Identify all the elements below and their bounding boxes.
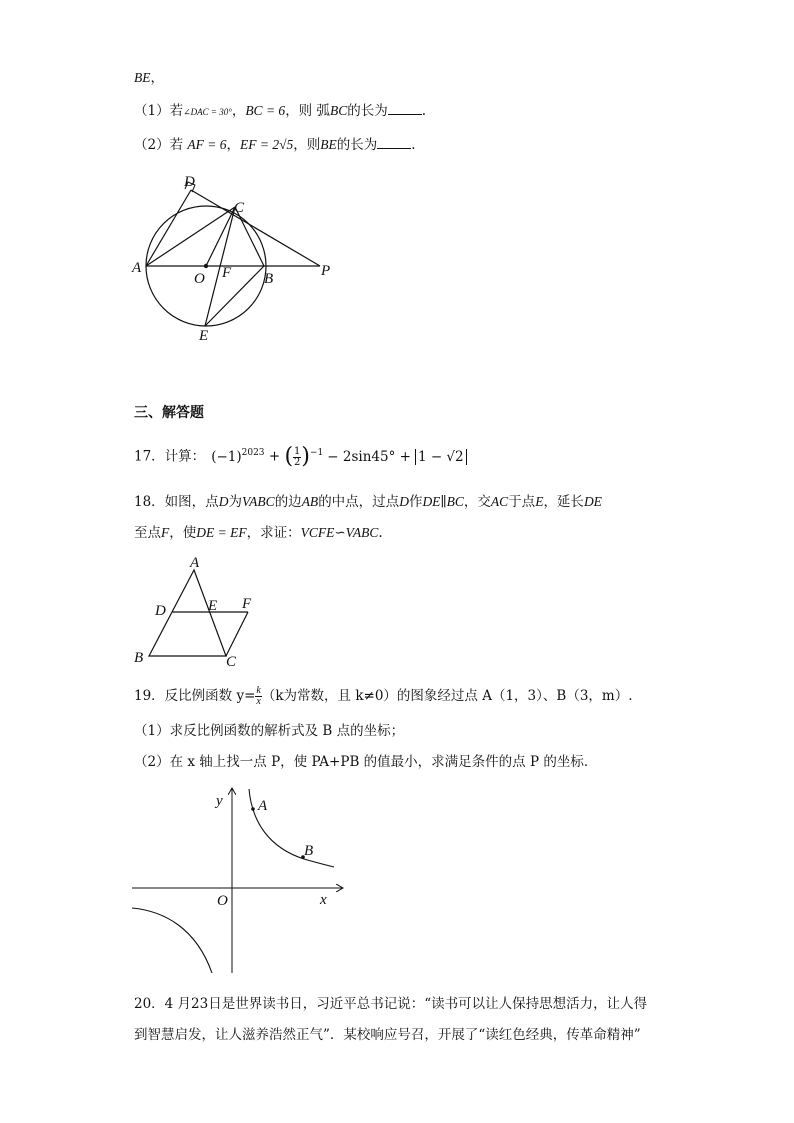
label-A: A	[258, 798, 268, 814]
label-C: C	[234, 200, 245, 216]
line-AC	[146, 207, 235, 266]
problem17: 17．计算： $(-1)^{2023}$ + ( $\frac{1}{2}$ )$^{-1}$ − 2sin45° + 1 − √2	[134, 444, 467, 470]
answer-blank	[388, 102, 422, 115]
label-B: B	[304, 843, 314, 859]
center-dot	[204, 264, 208, 268]
label-A: A	[190, 555, 200, 571]
answer-blank	[377, 136, 411, 149]
label-B: B	[134, 650, 144, 666]
label-y: y	[216, 793, 223, 809]
problem19-part1: （1）求反比例函数的解析式及 B 点的坐标；	[134, 723, 405, 739]
label-P: P	[321, 263, 331, 279]
line-BE	[205, 266, 264, 326]
label-F: F	[242, 596, 252, 612]
tangent-DP	[191, 190, 320, 266]
problem16-continuation: BE，	[134, 70, 164, 86]
problem16-part2: （2）若 AF = 6，EF = 2√5，则BE的长为 .	[134, 137, 416, 153]
problem18-line2: 至点F，使DE = EF，求证：VCFE∽VABC.	[134, 525, 383, 541]
label-D: D	[184, 174, 195, 190]
fraction-k-over-x: $\frac{k}{x}$	[256, 685, 261, 707]
label-A: A	[132, 260, 142, 276]
problem19-part2: （2）在 x 轴上找一点 P，使 PA+PB 的值最小，求满足条件的点 P 的坐标．	[134, 754, 598, 770]
fraction-half: $\frac{1}{2}$	[294, 445, 301, 468]
line-FC	[226, 612, 248, 656]
label-C: C	[226, 654, 237, 670]
hyperbola-graph	[128, 783, 348, 978]
label-D: D	[155, 603, 166, 619]
label-B: B	[264, 271, 274, 287]
problem16-part1: （1）若∠DAC = 30°，BC = 6，则 弧BC的长为 .	[134, 103, 427, 119]
problem19-line1: 19．反比例函数 y= $\frac{k}{x}$ （k为常数，且 k≠0）的图象经过点 A（1，3）、B（3，m）.	[134, 685, 633, 707]
problem18-line1: 18．如图，点D为VABC的边AB的中点，过点D作DE∥BC，交AC于点E，延长DE	[134, 494, 602, 510]
triangle-figure	[128, 552, 268, 670]
point-A	[251, 807, 255, 811]
label-E: E	[199, 328, 209, 344]
label-O: O	[217, 893, 228, 909]
problem20-line2: 到智慧启发，让人滋养浩然正气”．某校响应号召，开展了“读红色经典，传革命精神”	[134, 1027, 641, 1043]
label-x: x	[320, 892, 327, 908]
hyperbola-branch-q3	[132, 908, 212, 973]
line-OC	[206, 207, 235, 266]
absolute-value: 1 − √2	[415, 449, 467, 465]
circle-tangent-figure	[128, 168, 348, 348]
line-AD	[146, 190, 191, 266]
section-title: 三、解答题	[134, 405, 204, 421]
label-O: O	[194, 271, 205, 287]
problem20-line1: 20．4 月23日是世界读书日，习近平总书记说：“读书可以让人保持思想活力，让人得	[134, 996, 648, 1012]
label-E: E	[208, 598, 218, 614]
label-F: F	[222, 265, 232, 281]
